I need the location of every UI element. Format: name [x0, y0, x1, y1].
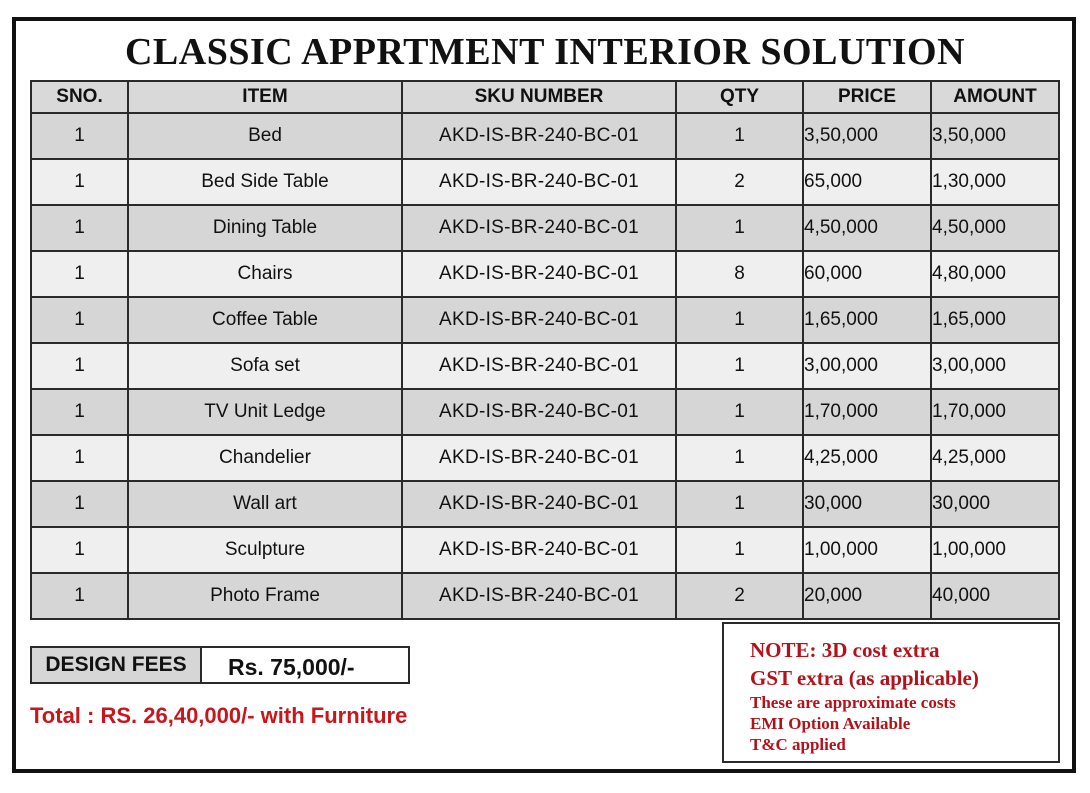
cell-sno: 1 — [31, 205, 128, 251]
cell-sku: AKD-IS-BR-240-BC-01 — [402, 435, 676, 481]
design-fees-value: Rs. 75,000/- — [228, 654, 355, 680]
cell-sku: AKD-IS-BR-240-BC-01 — [402, 481, 676, 527]
cell-qty: 1 — [676, 435, 803, 481]
note-emi: EMI Option Available — [750, 714, 911, 733]
cell-qty: 2 — [676, 159, 803, 205]
cell-qty: 1 — [676, 205, 803, 251]
page-title: CLASSIC APPRTMENT INTERIOR SOLUTION — [124, 31, 966, 73]
cell-item: Dining Table — [128, 205, 402, 251]
cell-price: 1,00,000 — [803, 527, 931, 573]
items-table — [30, 80, 1060, 620]
header-sno: SNO. — [31, 81, 128, 113]
table-row — [31, 159, 1059, 205]
total-amount: Total : RS. 26,40,000/- with Furniture — [30, 703, 408, 728]
cell-amount: 4,80,000 — [931, 251, 1059, 297]
cell-sno: 1 — [31, 573, 128, 619]
table-row — [31, 389, 1059, 435]
cell-sku: AKD-IS-BR-240-BC-01 — [402, 297, 676, 343]
cell-price: 1,65,000 — [803, 297, 931, 343]
table-row — [31, 527, 1059, 573]
cell-amount: 1,00,000 — [931, 527, 1059, 573]
cell-qty: 1 — [676, 527, 803, 573]
cell-qty: 1 — [676, 343, 803, 389]
header-sku: SKU NUMBER — [402, 81, 676, 113]
cell-amount: 1,70,000 — [931, 389, 1059, 435]
table-row — [31, 343, 1059, 389]
cell-sku: AKD-IS-BR-240-BC-01 — [402, 527, 676, 573]
cell-sku: AKD-IS-BR-240-BC-01 — [402, 573, 676, 619]
cell-item: Bed — [128, 113, 402, 159]
cell-sku: AKD-IS-BR-240-BC-01 — [402, 389, 676, 435]
cell-amount: 3,50,000 — [931, 113, 1059, 159]
cell-sno: 1 — [31, 113, 128, 159]
cell-sku: AKD-IS-BR-240-BC-01 — [402, 343, 676, 389]
cell-sno: 1 — [31, 527, 128, 573]
design-fees-label: DESIGN FEES — [32, 648, 202, 682]
cell-sno: 1 — [31, 435, 128, 481]
cell-price: 60,000 — [803, 251, 931, 297]
cell-sno: 1 — [31, 159, 128, 205]
table-row — [31, 435, 1059, 481]
header-item: ITEM — [128, 81, 402, 113]
cell-price: 3,00,000 — [803, 343, 931, 389]
cell-item: Wall art — [128, 481, 402, 527]
cell-price: 3,50,000 — [803, 113, 931, 159]
cell-sno: 1 — [31, 481, 128, 527]
cell-item: Sofa set — [128, 343, 402, 389]
cell-sno: 1 — [31, 343, 128, 389]
cell-amount: 1,30,000 — [931, 159, 1059, 205]
cell-item: Chandelier — [128, 435, 402, 481]
cell-sno: 1 — [31, 297, 128, 343]
table-header-row — [31, 81, 1059, 113]
cell-item: Coffee Table — [128, 297, 402, 343]
design-fees-box — [30, 646, 410, 684]
cell-item: Sculpture — [128, 527, 402, 573]
cell-item: Chairs — [128, 251, 402, 297]
table-row — [31, 297, 1059, 343]
cell-sku: AKD-IS-BR-240-BC-01 — [402, 205, 676, 251]
note-approximate: These are approximate costs — [750, 693, 956, 712]
cell-item: Bed Side Table — [128, 159, 402, 205]
note-3d-cost: NOTE: 3D cost extra — [750, 638, 940, 662]
cell-qty: 8 — [676, 251, 803, 297]
cell-qty: 1 — [676, 481, 803, 527]
notes-box — [722, 622, 1060, 763]
cell-amount: 3,00,000 — [931, 343, 1059, 389]
table-row — [31, 573, 1059, 619]
note-gst: GST extra (as applicable) — [750, 666, 979, 690]
table-row — [31, 481, 1059, 527]
header-price: PRICE — [803, 81, 931, 113]
cell-qty: 1 — [676, 389, 803, 435]
table-row — [31, 205, 1059, 251]
cell-sno: 1 — [31, 251, 128, 297]
header-qty: QTY — [676, 81, 803, 113]
cell-amount: 4,25,000 — [931, 435, 1059, 481]
cell-sno: 1 — [31, 389, 128, 435]
cell-price: 30,000 — [803, 481, 931, 527]
cell-amount: 1,65,000 — [931, 297, 1059, 343]
cell-sku: AKD-IS-BR-240-BC-01 — [402, 251, 676, 297]
note-tc: T&C applied — [750, 735, 846, 754]
cell-sku: AKD-IS-BR-240-BC-01 — [402, 159, 676, 205]
cell-price: 1,70,000 — [803, 389, 931, 435]
table-row — [31, 113, 1059, 159]
table-row — [31, 251, 1059, 297]
cell-amount: 30,000 — [931, 481, 1059, 527]
cell-price: 4,25,000 — [803, 435, 931, 481]
cell-item: Photo Frame — [128, 573, 402, 619]
cell-amount: 4,50,000 — [931, 205, 1059, 251]
cell-sku: AKD-IS-BR-240-BC-01 — [402, 113, 676, 159]
cell-price: 20,000 — [803, 573, 931, 619]
cell-price: 65,000 — [803, 159, 931, 205]
cell-item: TV Unit Ledge — [128, 389, 402, 435]
cell-qty: 1 — [676, 297, 803, 343]
cell-qty: 1 — [676, 113, 803, 159]
header-amount: AMOUNT — [931, 81, 1059, 113]
cell-qty: 2 — [676, 573, 803, 619]
cell-price: 4,50,000 — [803, 205, 931, 251]
cell-amount: 40,000 — [931, 573, 1059, 619]
